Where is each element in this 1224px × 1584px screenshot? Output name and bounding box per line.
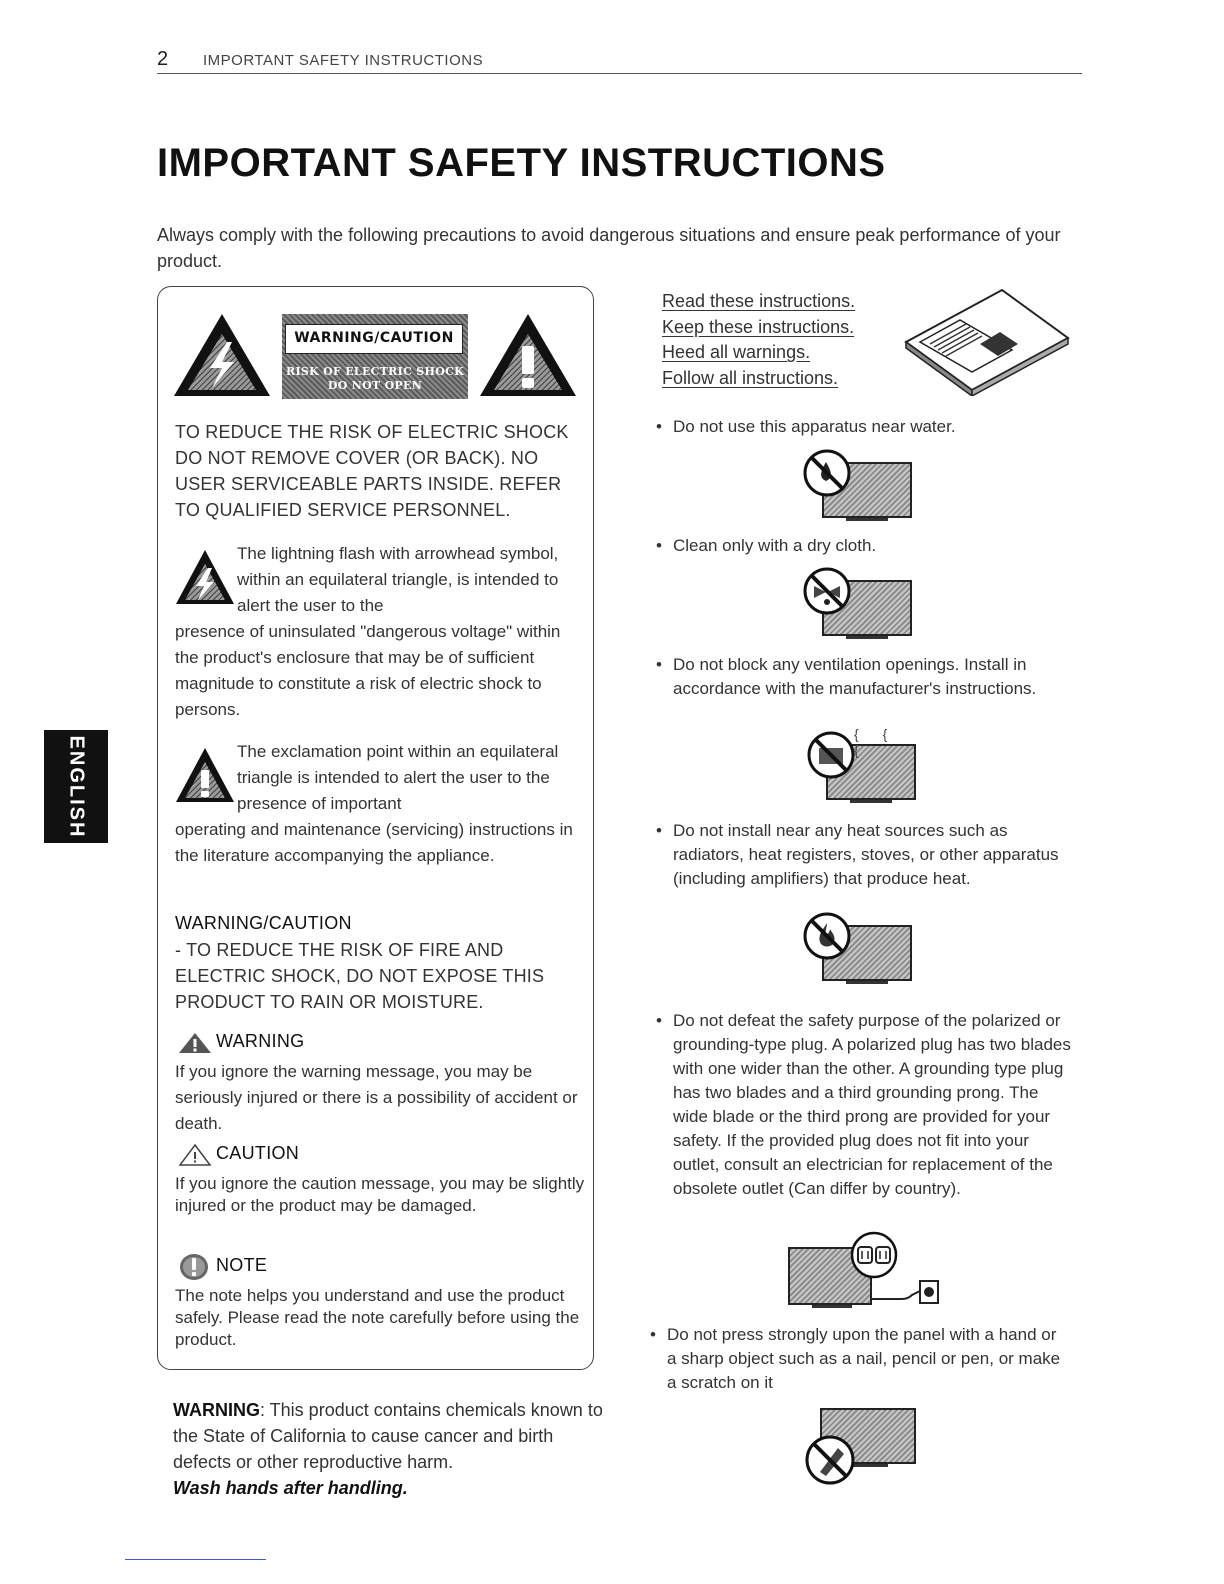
tv-dry-cloth-icon xyxy=(816,580,912,640)
wc-text: - TO REDUCE THE RISK OF FIRE AND ELECTRIC SHOCK, DO NOT EXPOSE THIS PRODUCT TO RAIN OR MOISTURE. xyxy=(175,940,545,1012)
prop65-warning xyxy=(173,1397,603,1501)
warning-icon xyxy=(178,1032,212,1054)
language-tab xyxy=(44,730,108,843)
page-number: 2 xyxy=(157,48,169,70)
read-instructions-list xyxy=(662,289,855,391)
list-item: Follow all instructions. xyxy=(662,367,839,388)
list-item: Read these instructions. xyxy=(662,291,856,311)
header-rule xyxy=(157,73,1082,74)
lightning-triangle-icon xyxy=(172,312,272,398)
lightning-symbol-desc-lead: The lightning flash with arrowhead symbol, within an equilateral triangle, is intended to alert the user to the xyxy=(237,544,559,615)
page-title: IMPORTANT SAFETY INSTRUCTIONS xyxy=(157,141,886,185)
shock-notice: TO REDUCE THE RISK OF ELECTRIC SHOCK DO NOT REMOVE COVER (OR BACK). NO USER SERVICEABLE PARTS INSIDE. REFER TO QUALIFIED SERVICE PERSONNEL. xyxy=(175,422,569,520)
lightning-symbol-desc-rest: presence of uninsulated "dangerous voltage" within the product's enclosure that may be of sufficient magnitude to constitute a risk of electric shock to persons. xyxy=(175,622,561,719)
tv-no-press-icon xyxy=(804,1408,920,1484)
tv-no-water-icon xyxy=(816,462,912,522)
tv-heat-source-icon xyxy=(816,925,912,985)
wash-hands-note: Wash hands after handling. xyxy=(173,1478,408,1498)
caution-icon xyxy=(178,1143,212,1167)
running-header: IMPORTANT SAFETY INSTRUCTIONS xyxy=(203,52,484,69)
list-item: Heed all warnings. xyxy=(662,342,811,362)
warning-text: If you ignore the warning message, you may be seriously injured or there is a possibility of accident or death. xyxy=(175,1062,578,1133)
banner-line-2: DO NOT OPEN xyxy=(327,379,423,392)
intro-paragraph: Always comply with the following precautions to avoid dangerous situations and ensure peak performance of your product. xyxy=(157,225,1061,271)
banner-title: WARNING/CAUTION xyxy=(285,324,463,354)
note-heading: NOTE xyxy=(216,1255,268,1275)
warning-caution-banner xyxy=(282,314,468,399)
note-text: The note helps you understand and use the product safely. Please read the note carefully before using the product. xyxy=(175,1286,580,1349)
exclamation-symbol-desc-rest: operating and maintenance (servicing) instructions in the literature accompanying the appliance. xyxy=(175,820,573,865)
language-tab-label: ENGLISH xyxy=(65,735,88,838)
footer-link-line xyxy=(125,1559,266,1560)
exclamation-triangle-icon xyxy=(478,312,578,398)
tv-ventilation-icon: { { { xyxy=(820,744,916,804)
caution-heading: CAUTION xyxy=(216,1143,300,1163)
prop65-text: : This product contains chemicals known to the State of California to cause cancer and birth defects or other reproductive harm. xyxy=(173,1400,603,1472)
caution-text: If you ignore the caution message, you may be slightly injured or the product may be damaged. xyxy=(175,1174,585,1215)
tv-plug-icon xyxy=(788,1243,948,1309)
note-icon xyxy=(178,1252,210,1282)
banner-line-1: RISK OF ELECTRIC SHOCK xyxy=(286,365,464,378)
prop65-label: WARNING xyxy=(173,1400,260,1420)
warning-heading: WARNING xyxy=(216,1031,305,1051)
small-lightning-triangle-icon xyxy=(174,548,236,606)
exclamation-symbol-desc-lead: The exclamation point within an equilateral triangle is intended to alert the user to the presence of important xyxy=(237,742,559,813)
small-exclamation-triangle-icon xyxy=(174,746,236,804)
list-item: Keep these instructions. xyxy=(662,316,855,337)
manual-book-icon xyxy=(902,286,1072,396)
wc-heading: WARNING/CAUTION xyxy=(175,913,352,933)
